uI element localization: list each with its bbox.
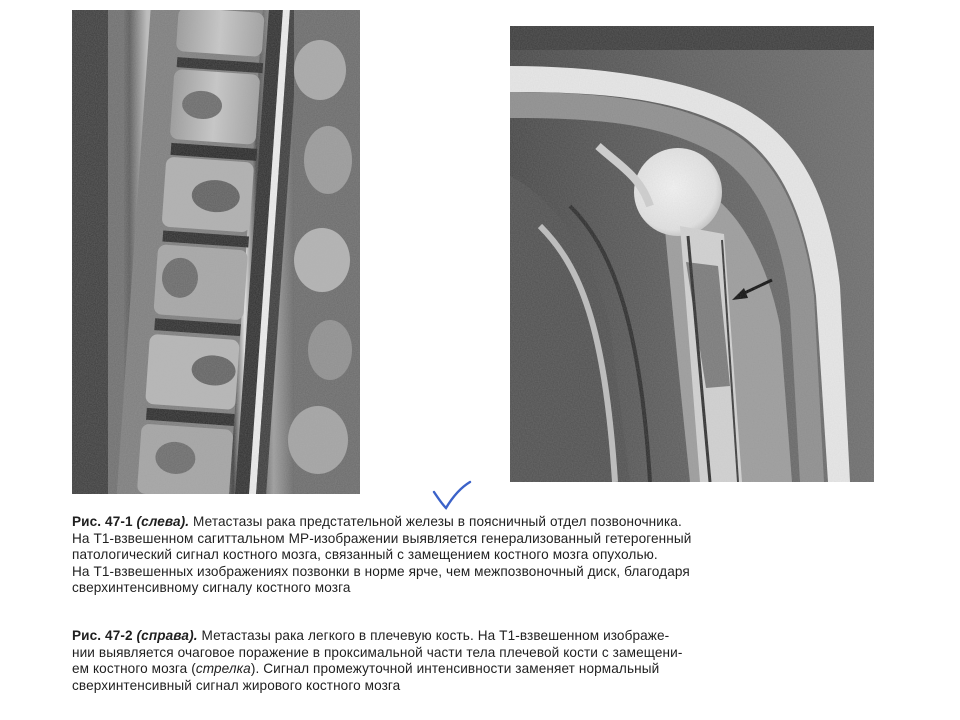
figure-1-caption-line-3: патологический сигнал костного мозга, связанный с замещением костного мозга опухолью. xyxy=(72,547,658,563)
figure-2-caption-line-4: сверхинтенсивный сигнал жирового костного мозга xyxy=(72,677,401,693)
figure-2-caption-line-3 xyxy=(72,661,884,678)
figure-2-caption xyxy=(72,628,884,694)
check-mark-icon xyxy=(430,478,474,512)
shoulder-mri-image xyxy=(510,26,874,482)
figure-1-title: Метастазы рака предстательной железы в поясничный отдел позвоночника. xyxy=(189,514,682,529)
figure-1-caption-line-1 xyxy=(72,514,884,531)
spine-mri-drawing xyxy=(72,10,360,494)
figure-1-caption-line-4: На Т1-взвешенных изображениях позвонки в норме ярче, чем межпозвоночный диск, благодаря xyxy=(72,563,690,579)
figure-2-title: Метастазы рака легкого в плечевую кость. На Т1-взвешенном изображе- xyxy=(197,628,670,643)
figure-2-line-3-end: ). Сигнал промежуточной интенсивности заменяет нормальный xyxy=(250,661,660,677)
figure-2-side: (справа). xyxy=(136,628,198,643)
spine-mri-image xyxy=(72,10,360,494)
figure-1-caption xyxy=(72,514,884,597)
figure-1-side: (слева). xyxy=(136,514,190,529)
figure-1-caption-line-2: На Т1-взвешенном сагиттальном МР-изображении выявляется генерализованный гетерогенный xyxy=(72,530,692,546)
shoulder-mri-drawing xyxy=(510,26,874,482)
figure-1-label: Рис. 47-1 xyxy=(72,514,133,529)
figure-2-caption-line-1 xyxy=(72,628,884,645)
figure-2-arrow-term: стрелка xyxy=(195,661,251,677)
figure-2-line-3-start: ем костного мозга ( xyxy=(72,661,196,677)
figure-2-caption-line-2: нии выявляется очаговое поражение в проксимальной части тела плечевой кости с замещени- xyxy=(72,644,683,660)
figure-1-caption-line-5: сверхинтенсивному сигналу костного мозга xyxy=(72,580,351,596)
figure-2-label: Рис. 47-2 xyxy=(72,628,133,643)
